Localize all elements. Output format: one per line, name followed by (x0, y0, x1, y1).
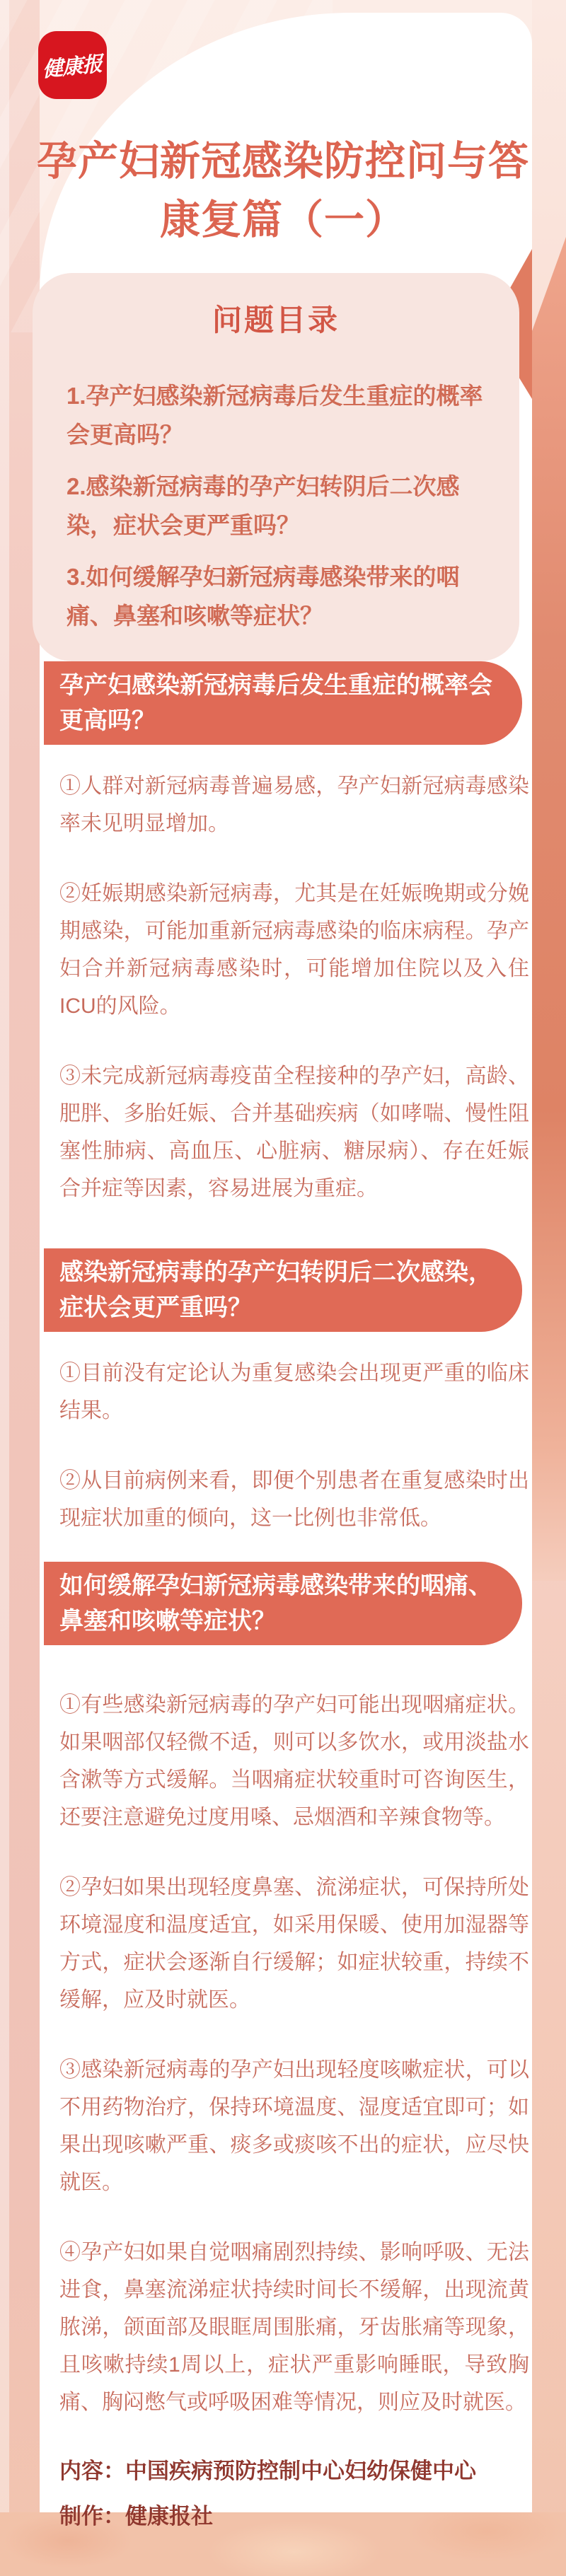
section-1-paragraph-2: ②妊娠期感染新冠病毒，尤其是在妊娠晚期或分娩期感染，可能加重新冠病毒感染的临床病程。孕产妇合并新冠病毒感染时，可能增加住院以及入住ICU的风险。 (59, 882, 529, 1018)
section-3-paragraph-3: ③感染新冠病毒的孕产妇出现轻度咳嗽症状，可以不用药物治疗，保持环境温度、湿度适宜即可；如果出现咳嗽严重、痰多或痰咳不出的症状，应尽快就医。 (59, 2058, 529, 2194)
section-2-heading-bar: 感染新冠病毒的孕产妇转阴后二次感染，症状会更严重吗？ (44, 1248, 522, 1332)
directory-question-list (67, 376, 492, 635)
directory-question-2: 2.感染新冠病毒的孕产妇转阴后二次感染，症状会更严重吗？ (67, 473, 460, 538)
poster-title-line1: 孕产妇新冠感染防控问与答 (37, 139, 529, 184)
footer-producer: 制作：健康报社 (59, 2504, 213, 2529)
health-news-logo (38, 31, 107, 99)
section-2-paragraph-2: ②从目前病例来看，即便个别患者在重复感染时出现症状加重的倾向，这一比例也非常低。 (59, 1469, 529, 1530)
section-1-paragraph-1: ①人群对新冠病毒普遍易感，孕产妇新冠病毒感染率未见明显增加。 (59, 774, 529, 835)
section-2-paragraph-1: ①目前没有定论认为重复感染会出现更严重的临床结果。 (59, 1362, 529, 1422)
directory-title: 问题目录 (212, 303, 340, 337)
footer-credits (59, 2449, 529, 2539)
health-news-logo-text: 健康报 (42, 51, 103, 81)
section-3-heading-bar: 如何缓解孕妇新冠病毒感染带来的咽痛、鼻塞和咳嗽等症状？ (44, 1562, 522, 1645)
directory-question-1: 1.孕产妇感染新冠病毒后发生重症的概率会更高吗？ (67, 383, 483, 448)
section-3-paragraph-2: ②孕妇如果出现轻度鼻塞、流涕症状，可保持所处环境湿度和温度适宜，如采用保暖、使用加湿器等方式，症状会逐渐自行缓解；如症状较重，持续不缓解，应及时就医。 (59, 1876, 529, 2012)
poster-title-line2: 康复篇（一） (160, 197, 406, 243)
footer-source: 内容：中国疾病预防控制中心妇幼保健中心 (59, 2459, 476, 2483)
question-directory-card (33, 273, 519, 661)
section-3-paragraph-1: ①有些感染新冠病毒的孕产妇可能出现咽痛症状。如果咽部仅轻微不适，则可以多饮水，或用淡盐水含漱等方式缓解。当咽痛症状较重时可咨询医生，还要注意避免过度用嗓、忌烟酒和辛辣食物等。 (59, 1693, 529, 1829)
section-1-heading-bar: 孕产妇感染新冠病毒后发生重症的概率会更高吗？ (44, 661, 522, 745)
qa-section-1 (0, 661, 566, 1207)
directory-question-3: 3.如何缓解孕妇新冠病毒感染带来的咽痛、鼻塞和咳嗽等症状？ (67, 564, 460, 629)
section-3-paragraph-4: ④孕产妇如果自觉咽痛剧烈持续、影响呼吸、无法进食，鼻塞流涕症状持续时间长不缓解，出现流黄脓涕，颌面部及眼眶周围胀痛，牙齿胀痛等现象，且咳嗽持续1周以上，症状严重影响睡眠，导致胸痛、胸闷憋气或呼吸困难等情况，则应及时就医。 (59, 2241, 529, 2414)
qa-section-3 (0, 1562, 566, 2421)
qa-section-2 (0, 1248, 566, 1537)
section-1-paragraph-3: ③未完成新冠病毒疫苗全程接种的孕产妇，高龄、肥胖、多胎妊娠、合并基础疾病（如哮喘、慢性阻塞性肺病、高血压、心脏病、糖尿病）、存在妊娠合并症等因素，容易进展为重症。 (59, 1064, 529, 1200)
